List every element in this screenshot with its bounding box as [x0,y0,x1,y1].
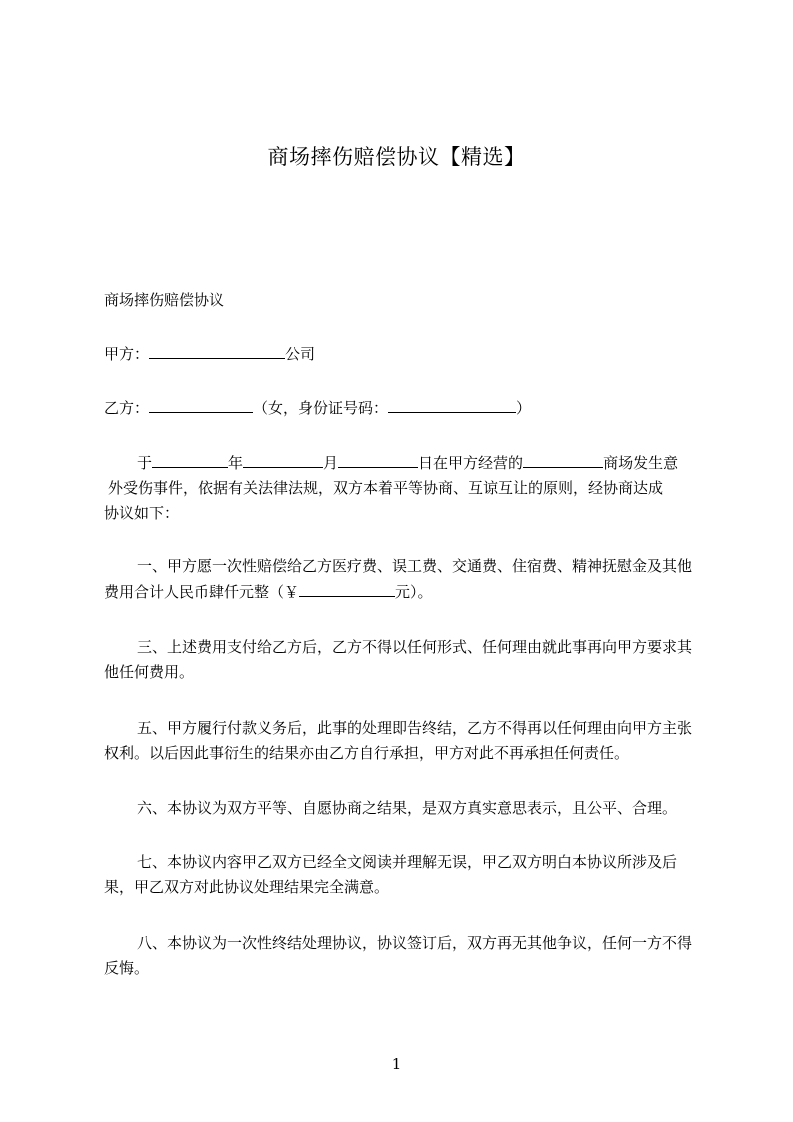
party-b-line [104,395,702,421]
clause-1-suffix: 元）。 [395,583,433,601]
party-a-suffix: 公司 [285,345,316,363]
party-a-label: 甲方： [104,345,150,363]
clause-1-amount-blank [299,579,395,597]
clause-5: 五、甲方履行付款义务后，此事的处理即告终结，乙方不得再以任何理由向甲方主张权利。以后因此事衍生的结果亦由乙方自行承担，甲方对此不再承担任何责任。 [104,719,693,762]
clause-8: 八、本协议为一次性终结处理协议，协议签订后，双方再无其他争议，任何一方不得反悔。 [104,934,693,977]
intro-line-2: 外受伤事件，依据有关法律法规，双方本着平等协商、互谅互让的原则，经协商达成 [108,479,664,497]
clause-3: 三、上述费用支付给乙方后，乙方不得以任何形式、任何理由就此事再向甲方要求其他任何费用。 [104,638,693,681]
agreement-heading: 商场摔伤赔偿协议 [104,291,225,309]
clause-6: 六、本协议为双方平等、自愿协商之结果，是双方真实意思表示，且公平、合理。 [137,799,678,817]
intro-line-1: 于 年 月 日在甲方经营的 商场发生意 [104,450,702,476]
clause-1-text: 一、甲方愿一次性赔偿给乙方医疗费、误工费、交通费、住宿费、精神抚慰金及其他费用合计人民币肆仟元整（￥ [104,557,693,601]
party-a-blank [149,341,285,359]
document-title: 商场摔伤赔偿协议【精选】 [267,145,526,169]
party-b-suffix: ） [516,399,532,417]
clause-1 [104,554,702,605]
party-b-label: 乙方： [104,399,150,417]
intro-line-3: 协议如下： [104,504,180,522]
clause-7: 七、本协议内容甲乙双方已经全文阅读并理解无误，甲乙双方明白本协议所涉及后果，甲乙双方对此协议处理结果完全满意。 [104,853,678,896]
party-b-name-blank [149,395,253,413]
party-a-line [104,341,702,367]
intro-paragraph [104,450,702,526]
party-b-id-blank [388,395,516,413]
page-number: 1 [391,1055,402,1073]
party-b-middle: （女，身份证号码： [253,399,389,417]
